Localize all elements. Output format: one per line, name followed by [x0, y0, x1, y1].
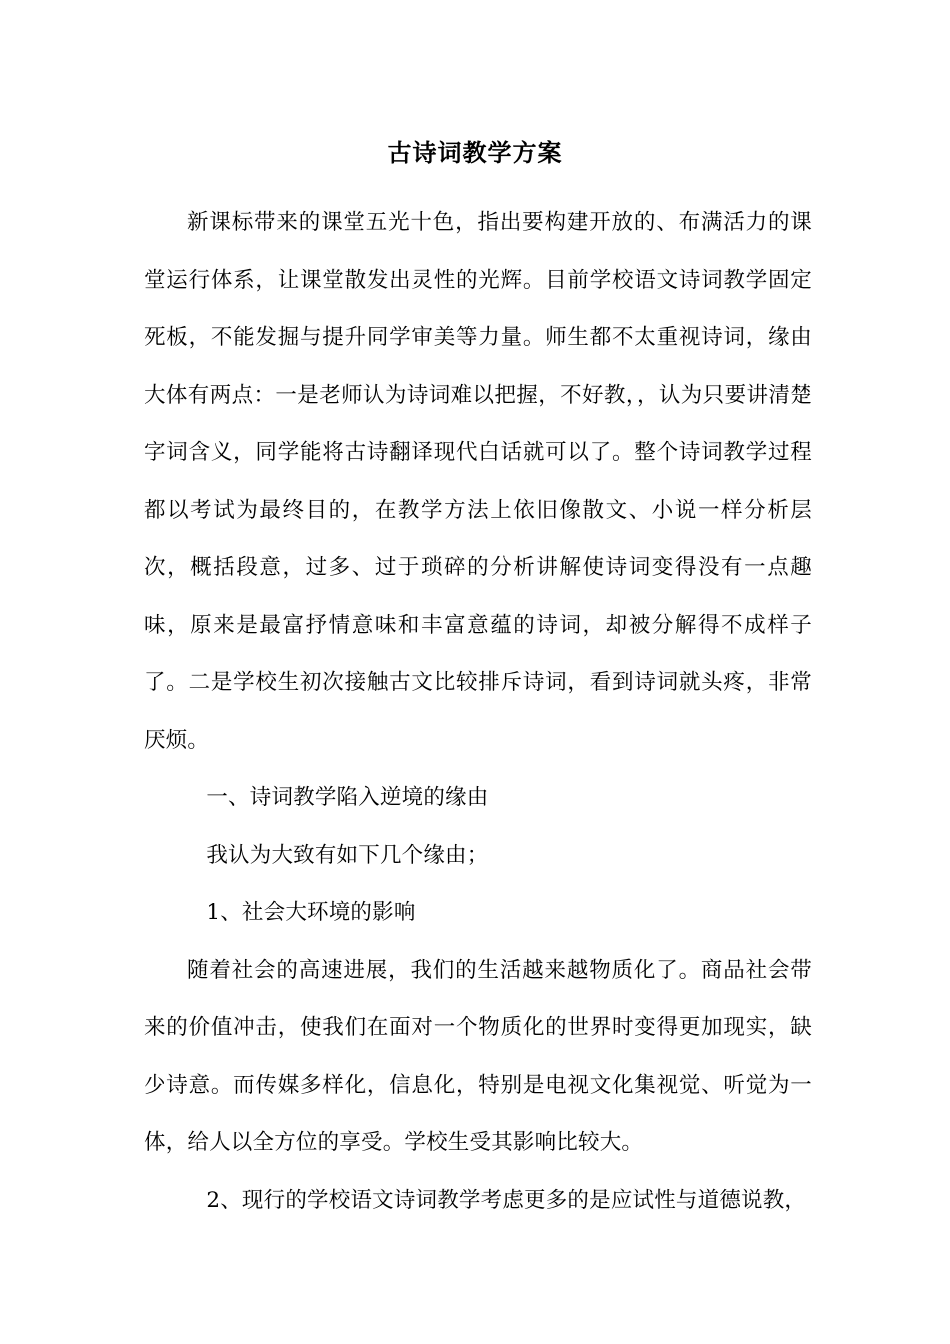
paragraph: 随着社会的高速进展，我们的生活越来越物质化了。商品社会带来的价值冲击，使我们在面对一个物质化的世界时变得更加现实，缺少诗意。而传媒多样化，信息化，特别是电视文化集视觉、听觉为一体，给人以全方位的享受。学校生受其影响比较大。 — [144, 957, 812, 1155]
section-heading: 一、诗词教学陷入逆境的缘由 — [206, 785, 489, 810]
document-body — [144, 194, 812, 1229]
paragraph: 2、现行的学校语文诗词教学考虑更多的是应试性与道德说教， — [206, 1187, 807, 1213]
paragraph: 我认为大致有如下几个缘由； — [206, 842, 489, 868]
intro-paragraph: 新课标带来的课堂五光十色，指出要构建开放的、布满活力的课堂运行体系，让课堂散发出灵性的光辉。目前学校语文诗词教学固定死板，不能发掘与提升同学审美等力量。师生都不太重视诗词，缘由大体有两点：一是老师认为诗词难以把握，不好教，，认为只要讲清楚字词含义，同学能将古诗翻译现代白话就可以了。整个诗词教学过程都以考试为最终目的，在教学方法上依旧像散文、小说一样分析层次，概括段意，过多、过于琐碎的分析讲解使诗词变得没有一点趣味，原来是最富抒情意味和丰富意蕴的诗词，却被分解得不成样子了。二是学校生初次接触古文比较排斥诗词，看到诗词就头疼，非常厌烦。 — [144, 210, 812, 753]
subsection-heading: 1、社会大环境的影响 — [206, 900, 416, 925]
document-title: 古诗词教学方案 — [387, 138, 563, 167]
